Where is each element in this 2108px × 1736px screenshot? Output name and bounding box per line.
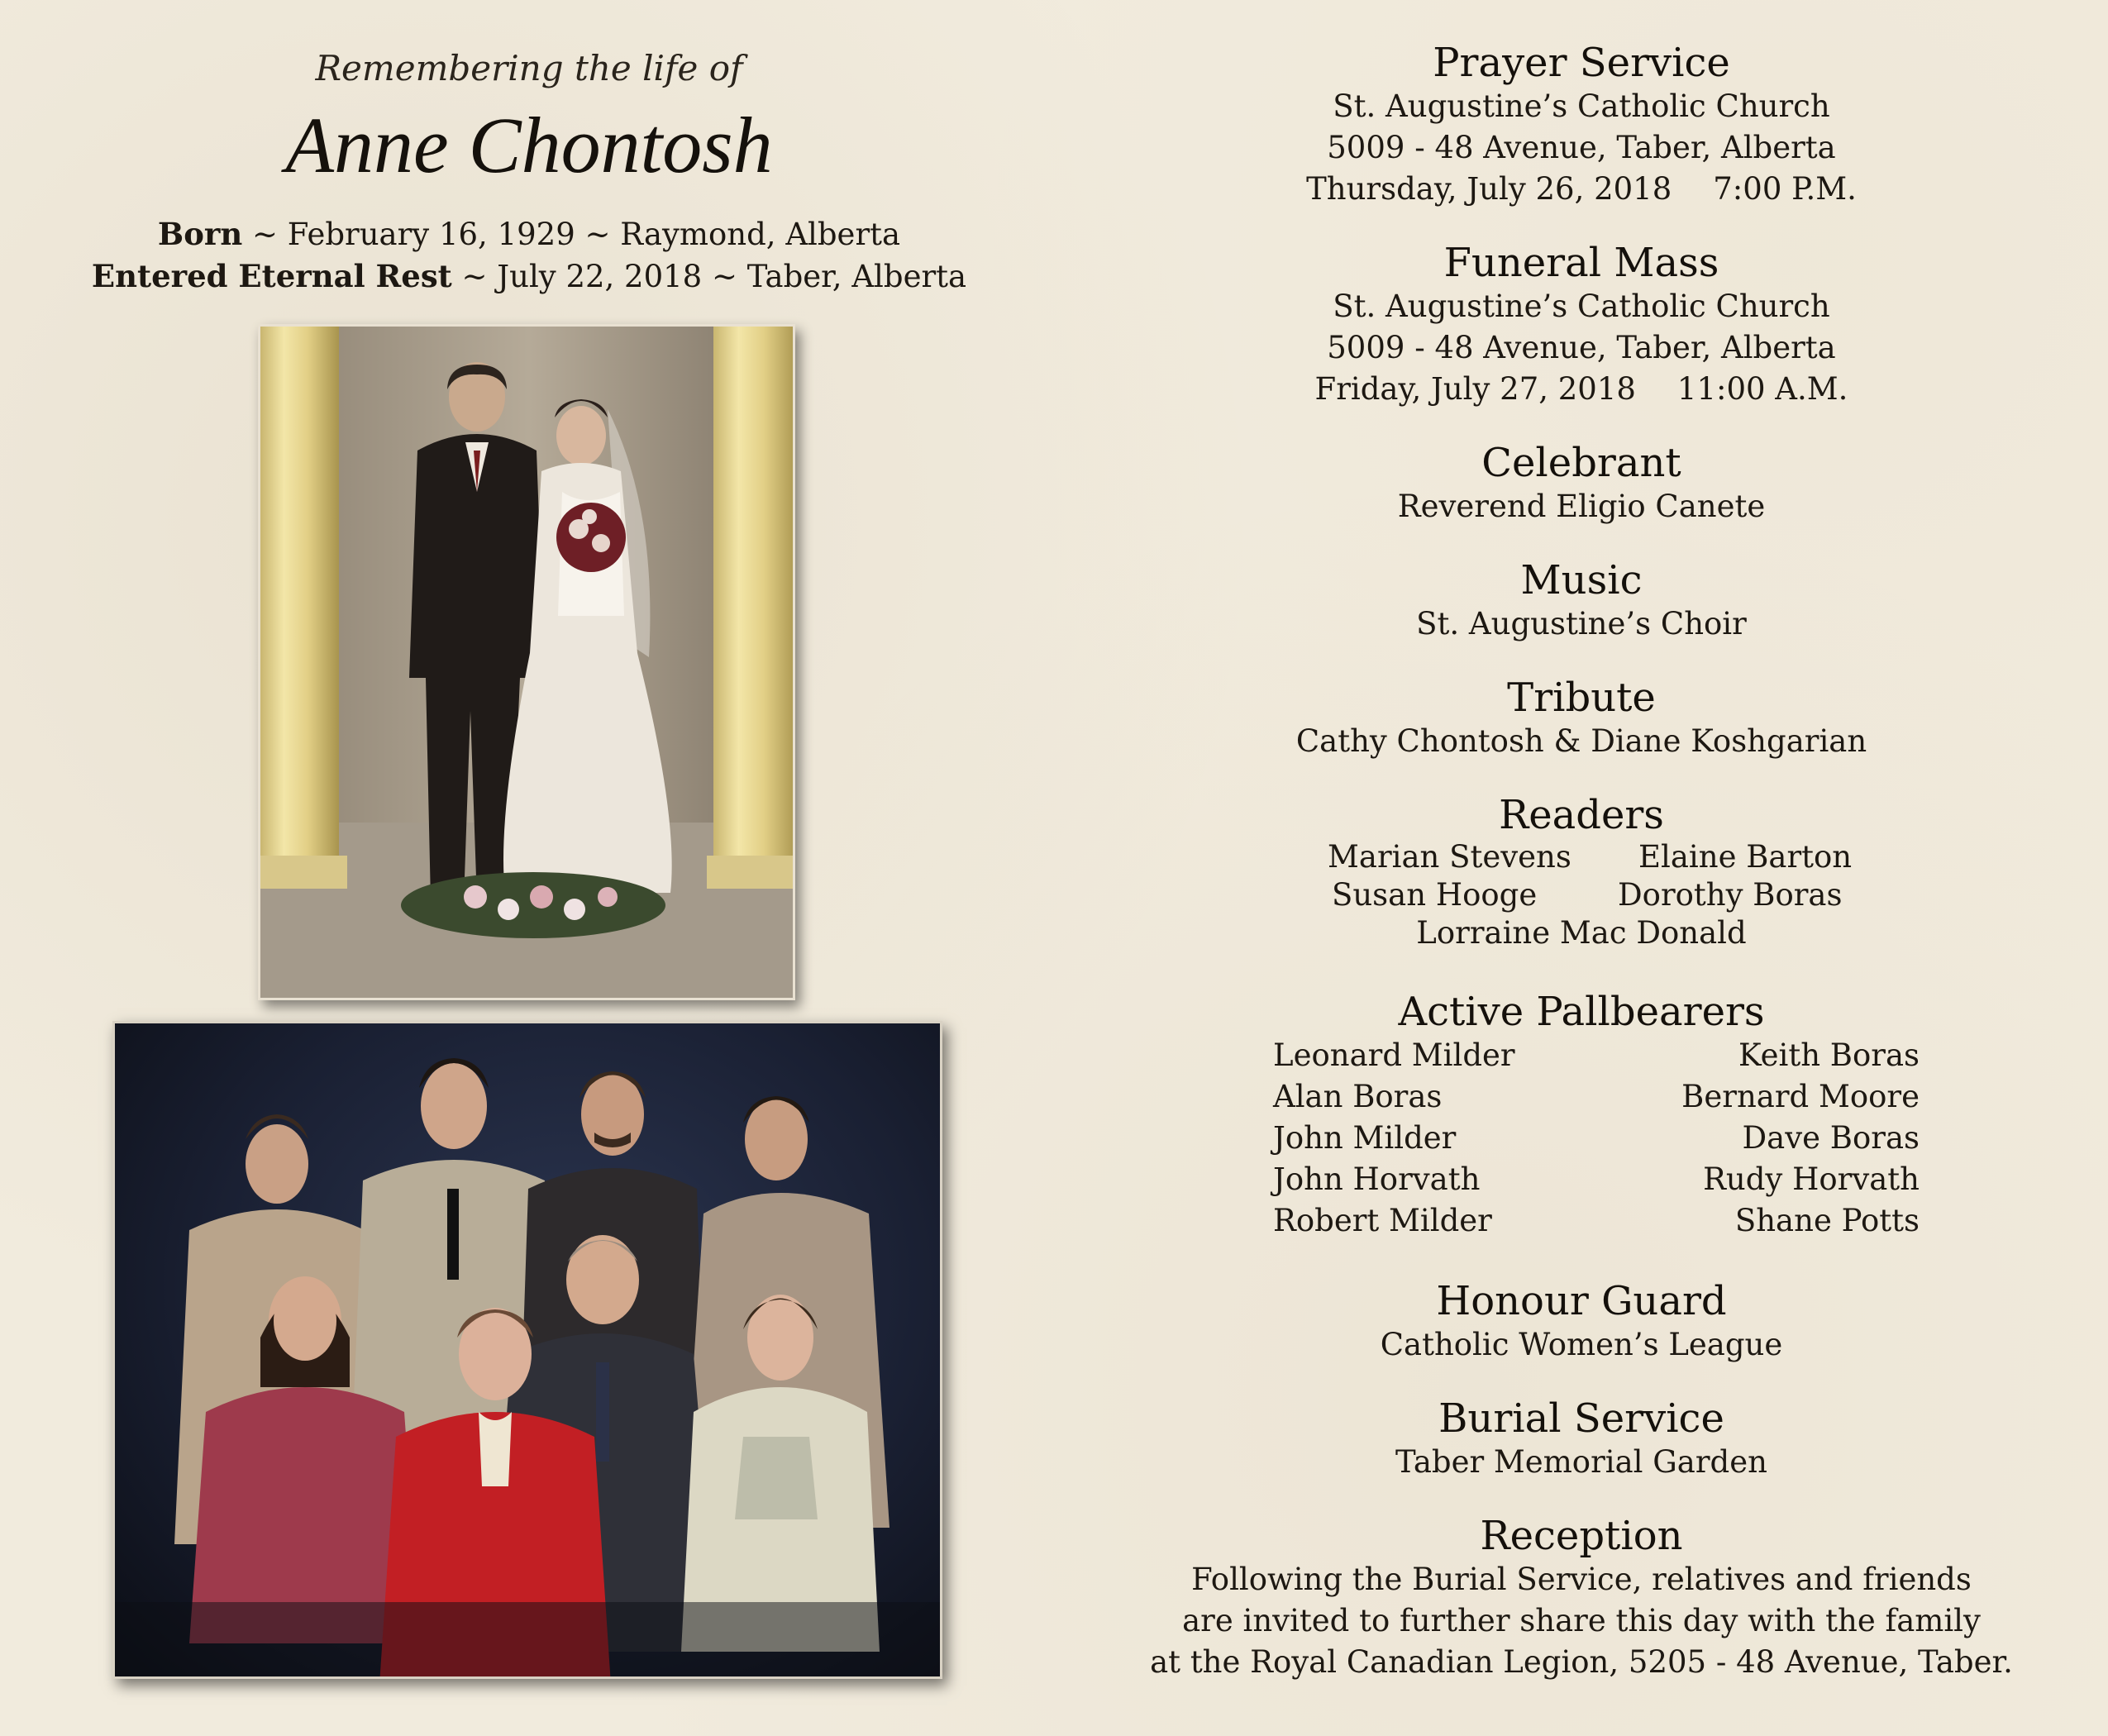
readers-row [1099, 876, 2063, 914]
reader-name: Dorothy Boras [1618, 877, 1843, 913]
rest-text: ~ July 22, 2018 ~ Taber, Alberta [451, 259, 967, 294]
pallbearer-name: Robert Milder [1273, 1203, 1492, 1238]
pallbearers-section [1099, 989, 2063, 1242]
pallbearer-name: Shane Potts [1734, 1203, 1920, 1238]
honour-guard-section [1099, 1278, 2063, 1366]
pallbearer-name: John Horvath [1273, 1161, 1481, 1197]
tribute-heading: Tribute [1507, 675, 1656, 721]
reception-line: Following the Burial Service, relatives and friends [1191, 1562, 1972, 1597]
burial-text: Taber Memorial Garden [1395, 1444, 1767, 1480]
readers-heading: Readers [1499, 792, 1664, 838]
pallbearer-name: Keith Boras [1738, 1037, 1920, 1073]
family-photo-art [115, 1023, 942, 1679]
honour-guard-heading: Honour Guard [1436, 1278, 1727, 1324]
funeral-time: 11:00 A.M. [1676, 371, 1848, 407]
deceased-name: Anne Chontosh [285, 101, 773, 189]
music-heading: Music [1520, 557, 1643, 603]
reader-name: Susan Hooge [1332, 877, 1538, 913]
prayer-date: Thursday, July 26, 2018 [1306, 171, 1672, 207]
born-line [0, 213, 1058, 255]
reception-section [1099, 1513, 2063, 1683]
pallbearer-name: Alan Boras [1273, 1079, 1443, 1114]
pallbearers-row [1099, 1200, 2063, 1242]
celebrant-heading: Celebrant [1481, 440, 1681, 486]
prayer-address: 5009 - 48 Avenue, Taber, Alberta [1327, 130, 1836, 165]
readers-row [1099, 914, 2063, 952]
wedding-photo [258, 324, 795, 1000]
born-label: Born [157, 216, 243, 252]
readers-section [1099, 792, 2063, 952]
tribute-section [1099, 675, 2063, 762]
pallbearer-name: Bernard Moore [1681, 1079, 1920, 1114]
prayer-time: 7:00 P.M. [1713, 171, 1857, 207]
rest-line [0, 255, 1058, 298]
rest-label: Entered Eternal Rest [91, 258, 452, 294]
pallbearer-name: Dave Boras [1742, 1120, 1920, 1156]
funeral-mass-heading: Funeral Mass [1443, 240, 1719, 286]
reception-line: are invited to further share this day with the family [1182, 1603, 1981, 1638]
reception-heading: Reception [1480, 1513, 1683, 1559]
pallbearers-row [1099, 1118, 2063, 1159]
born-text: ~ February 16, 1929 ~ Raymond, Alberta [242, 217, 901, 252]
burial-heading: Burial Service [1438, 1395, 1724, 1442]
readers-list [1099, 838, 2063, 952]
family-photo [112, 1021, 942, 1679]
music-text: St. Augustine’s Choir [1416, 606, 1747, 641]
prayer-church: St. Augustine’s Catholic Church [1333, 88, 1830, 124]
celebrant-text: Reverend Eligio Canete [1397, 489, 1766, 524]
wedding-photo-art [260, 327, 795, 1000]
reader-name: Lorraine Mac Donald [1416, 915, 1747, 951]
celebrant-section [1099, 440, 2063, 527]
readers-row [1099, 838, 2063, 876]
reader-name: Marian Stevens [1328, 839, 1571, 875]
burial-section [1099, 1395, 2063, 1483]
honour-guard-text: Catholic Women’s League [1380, 1327, 1783, 1362]
pallbearers-row [1099, 1159, 2063, 1200]
life-dates [0, 213, 1058, 298]
funeral-church: St. Augustine’s Catholic Church [1333, 289, 1830, 324]
pallbearers-row [1099, 1035, 2063, 1076]
funeral-date: Friday, July 27, 2018 [1314, 371, 1636, 407]
music-section [1099, 557, 2063, 645]
prayer-service-heading: Prayer Service [1433, 40, 1730, 86]
funeral-datetime [1099, 369, 2063, 410]
reader-name: Elaine Barton [1638, 839, 1853, 875]
prayer-service-section [1099, 40, 2063, 210]
pallbearer-name: Rudy Horvath [1703, 1161, 1920, 1197]
pallbearers-heading: Active Pallbearers [1398, 989, 1765, 1035]
pallbearers-row [1099, 1076, 2063, 1118]
intro-text: Remembering the life of [315, 48, 743, 88]
tribute-text: Cathy Chontosh & Diane Koshgarian [1295, 723, 1867, 759]
prayer-datetime [1099, 169, 2063, 210]
funeral-mass-section [1099, 240, 2063, 410]
funeral-address: 5009 - 48 Avenue, Taber, Alberta [1327, 330, 1836, 365]
right-panel [1099, 0, 2063, 1736]
reception-line: at the Royal Canadian Legion, 5205 - 48 Avenue, Taber. [1150, 1644, 2013, 1680]
pallbearers-list [1099, 1035, 2063, 1242]
pallbearer-name: Leonard Milder [1273, 1037, 1515, 1073]
pallbearer-name: John Milder [1273, 1120, 1457, 1156]
